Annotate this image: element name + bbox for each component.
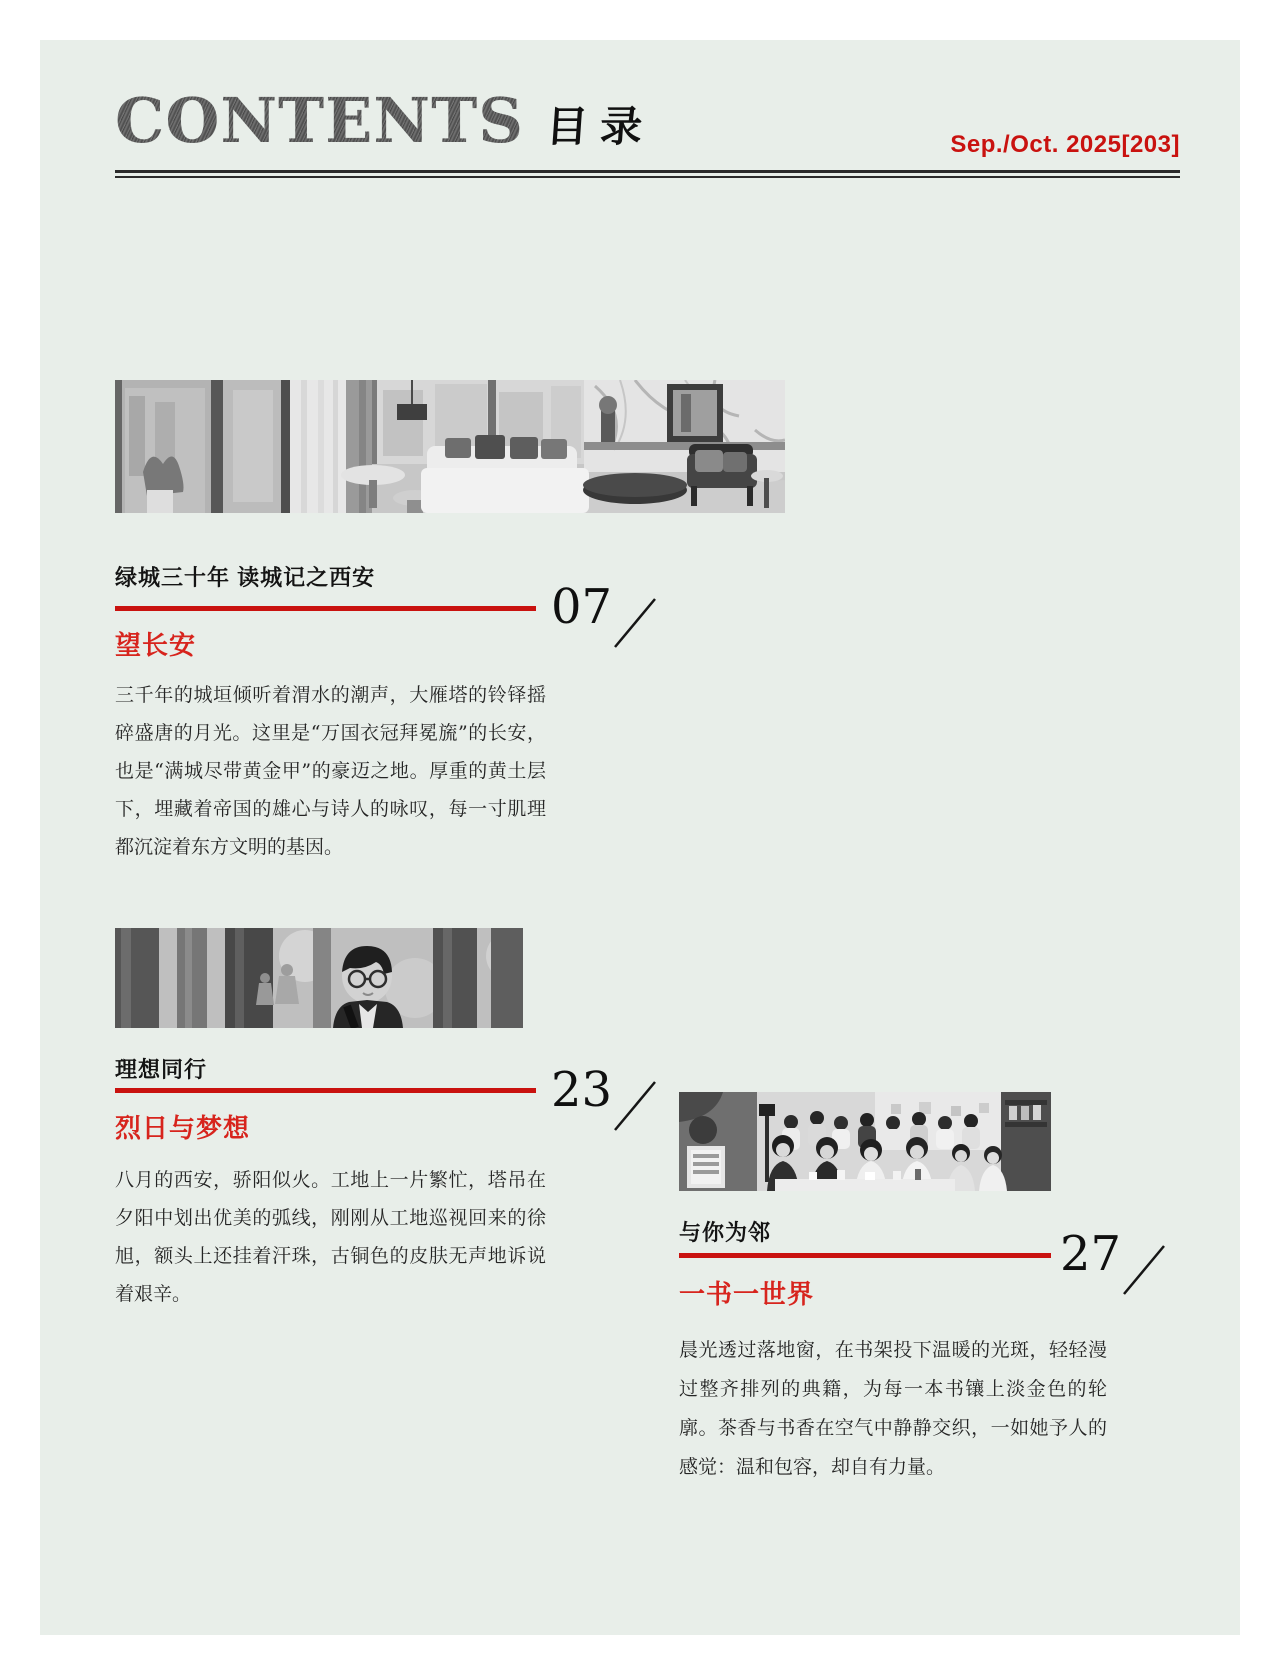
group-photo-graphic xyxy=(679,1092,1051,1191)
article-title: 望长安 xyxy=(115,630,197,660)
contents-page-panel xyxy=(40,40,1240,1635)
page-number xyxy=(551,1062,613,1118)
living-room-graphic xyxy=(115,380,785,513)
page-number-slash-icon xyxy=(1120,1243,1168,1297)
article-title: 一书一世界 xyxy=(679,1279,815,1309)
article-title: 烈日与梦想 xyxy=(115,1113,251,1143)
page-number xyxy=(551,579,613,635)
article-excerpt: 八月的西安，骄阳似火。工地上一片繁忙，塔吊在夕阳中划出优美的弧线，刚刚从工地巡视回来的徐旭，额头上还挂着汗珠，古铜色的皮肤无声地诉说着艰辛。 xyxy=(115,1169,546,1305)
page-title-en: CONTENTS xyxy=(115,84,525,157)
page-number-value: 27 xyxy=(1060,1226,1122,1282)
category-label: 理想同行 xyxy=(115,1057,208,1082)
red-underline xyxy=(679,1253,1051,1258)
header-double-rule xyxy=(115,170,1180,178)
red-underline xyxy=(115,1088,536,1093)
red-underline xyxy=(115,606,536,611)
photo-group-book-club xyxy=(679,1092,1051,1191)
article-excerpt: 晨光透过落地窗，在书架投下温暖的光斑，轻轻漫过整齐排列的典籍，为每一本书镶上淡金色的轮廓。茶香与书香在空气中静静交织，一如她予人的感觉：温和包容，却自有力量。 xyxy=(679,1339,1107,1478)
photo-living-room xyxy=(115,380,785,513)
category-label: 绿城三十年 读城记之西安 xyxy=(115,565,376,590)
masthead xyxy=(115,84,656,157)
article-excerpt: 三千年的城垣倾听着渭水的潮声，大雁塔的铃铎摇碎盛唐的月光。这里是“万国衣冠拜冕旒”的长安，也是“满城尽带黄金甲”的豪迈之地。厚重的黄土层下，埋藏着帝国的雄心与诗人的咏叹，每一寸肌理都沉淀着东方文明的基因。 xyxy=(115,684,546,858)
page-title-zh: 目录 xyxy=(544,102,656,151)
page-number-slash-icon xyxy=(611,1079,659,1133)
page-number xyxy=(1060,1226,1122,1282)
issue-date: Sep./Oct. 2025[203] xyxy=(950,131,1180,158)
page-number-value: 23 xyxy=(551,1062,613,1118)
page-number-value: 07 xyxy=(551,579,613,635)
page-number-slash-icon xyxy=(611,596,659,650)
photo-man-in-forest xyxy=(115,928,523,1028)
category-label: 与你为邻 xyxy=(679,1220,772,1245)
forest-graphic xyxy=(115,928,523,1028)
